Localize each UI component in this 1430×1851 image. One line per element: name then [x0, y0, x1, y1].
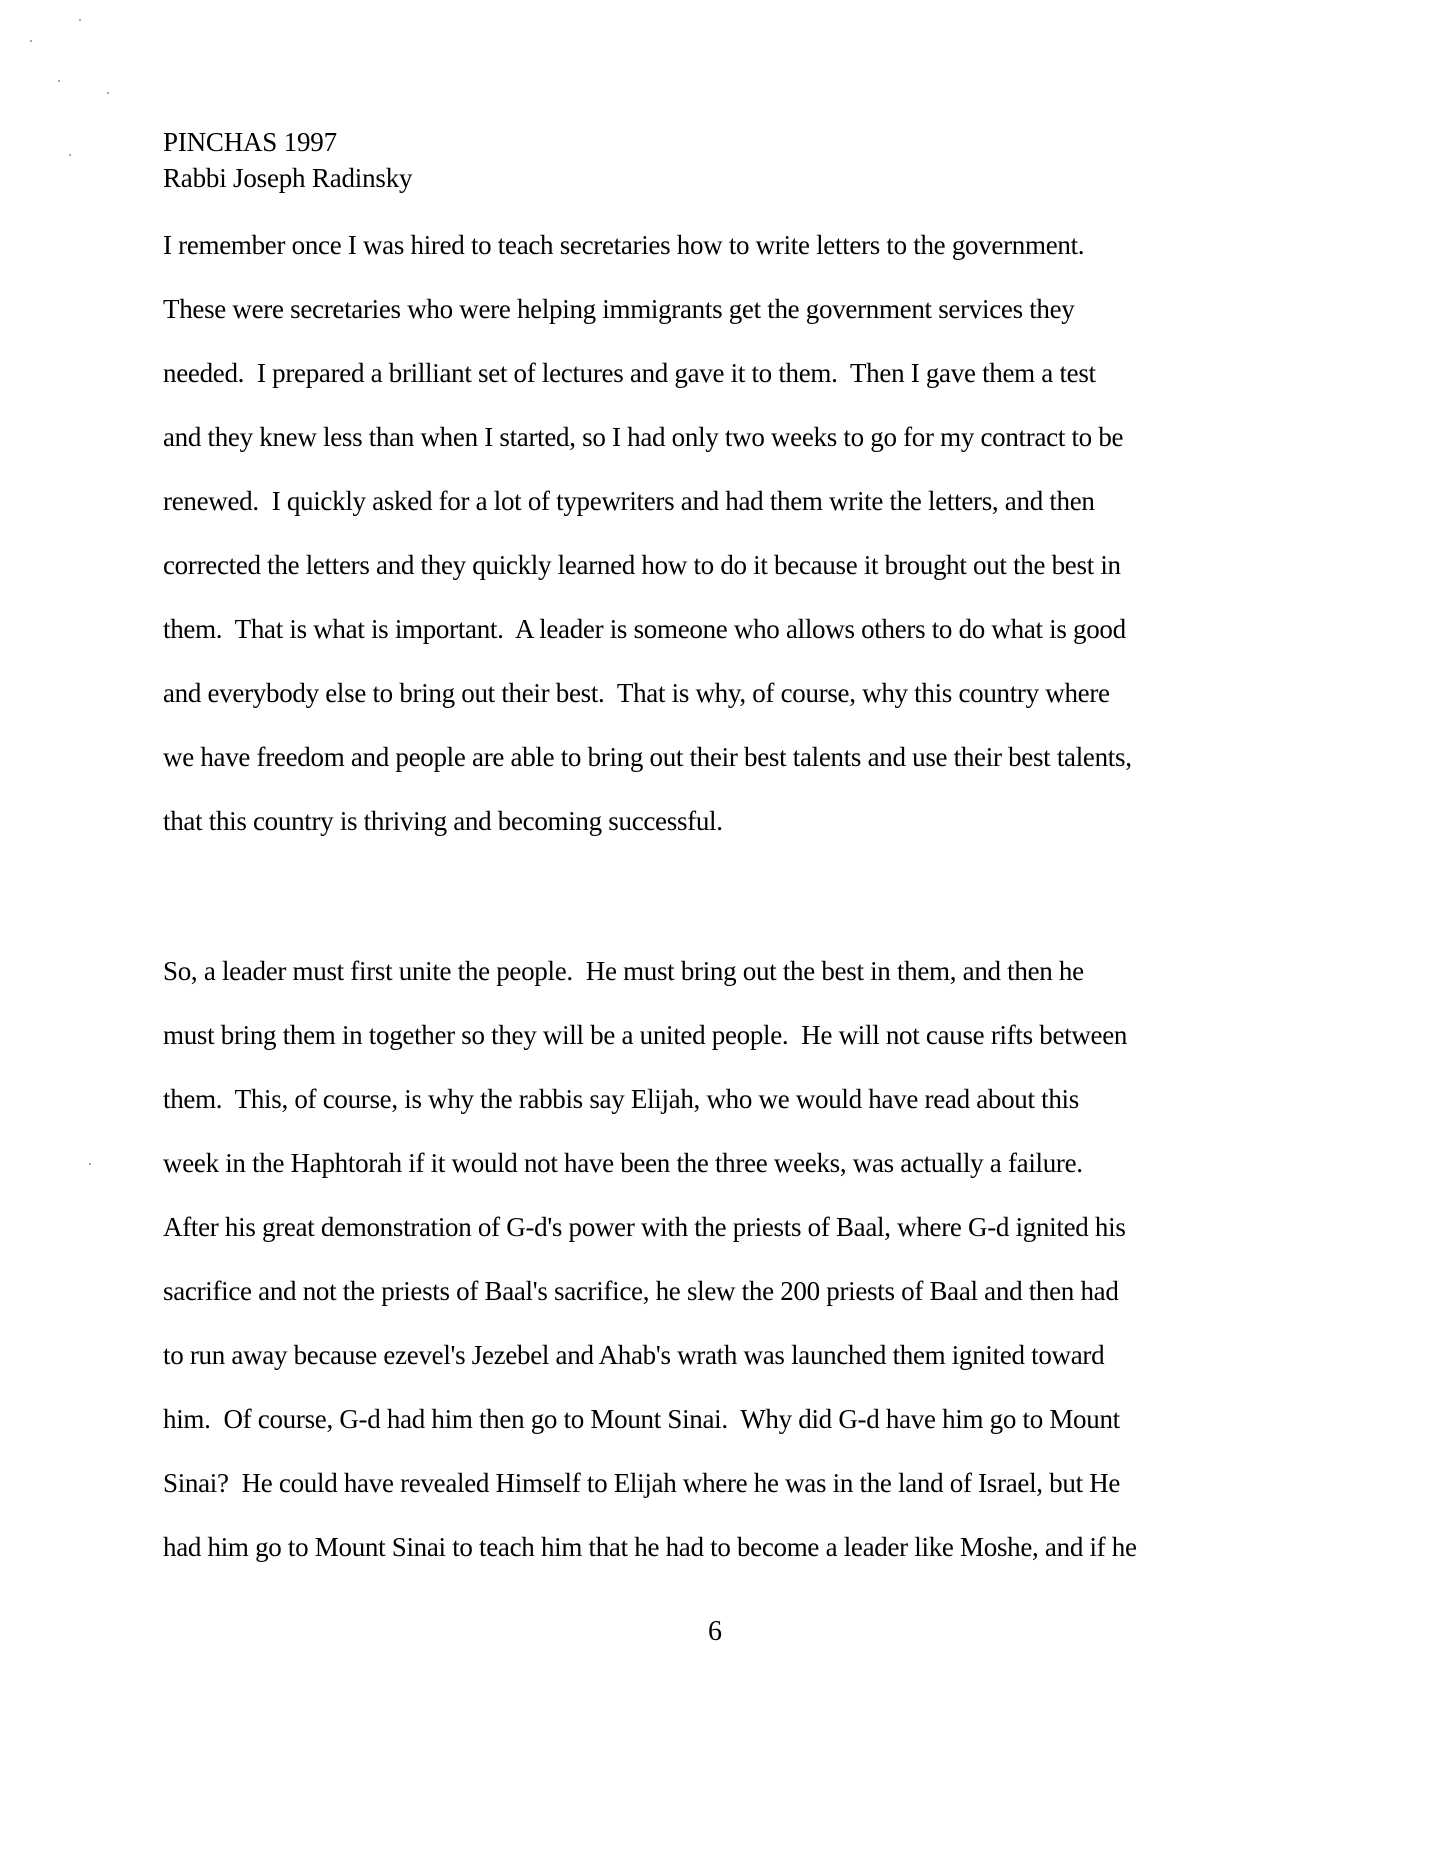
text-line: renewed. I quickly asked for a lot of typewriters and had them write the letters, and then [163, 486, 1095, 516]
text-line: These were secretaries who were helping immigrants get the government services they [163, 294, 1075, 324]
text-line: that this country is thriving and becoming successful. [163, 806, 723, 836]
text-line: sacrifice and not the priests of Baal's sacrifice, he slew the 200 priests of Baal and then had [163, 1276, 1119, 1306]
text-line: him. Of course, G-d had him then go to Mount Sinai. Why did G-d have him go to Mount [163, 1404, 1120, 1434]
text-line: needed. I prepared a brilliant set of lectures and gave it to them. Then I gave them a test [163, 358, 1096, 388]
text-line: had him go to Mount Sinai to teach him that he had to become a leader like Moshe, and if he [163, 1532, 1137, 1562]
text-line: Sinai? He could have revealed Himself to Elijah where he was in the land of Israel, but He [163, 1468, 1121, 1498]
document-header [163, 124, 412, 196]
scan-speck [69, 154, 71, 156]
paragraph-1 [163, 213, 1273, 853]
scan-speck [30, 40, 32, 42]
text-line: week in the Haphtorah if it would not have been the three weeks, was actually a failure. [163, 1148, 1083, 1178]
text-line: must bring them in together so they will be a united people. He will not cause rifts between [163, 1020, 1128, 1050]
text-line: them. This, of course, is why the rabbis say Elijah, who we would have read about this [163, 1084, 1079, 1114]
scan-speck [89, 1163, 91, 1165]
scan-speck [79, 19, 81, 21]
document-author: Rabbi Joseph Radinsky [163, 163, 413, 193]
document-title: PINCHAS 1997 [163, 127, 337, 157]
text-line: we have freedom and people are able to bring out their best talents and use their best talents, [163, 742, 1132, 772]
scan-speck [107, 92, 109, 94]
text-line: I remember once I was hired to teach secretaries how to write letters to the government. [163, 230, 1085, 260]
text-line: them. That is what is important. A leader is someone who allows others to do what is good [163, 614, 1126, 644]
text-line: corrected the letters and they quickly learned how to do it because it brought out the best in [163, 550, 1121, 580]
paragraph-2 [163, 939, 1273, 1579]
text-line: and everybody else to bring out their best. That is why, of course, why this country where [163, 678, 1110, 708]
text-line: So, a leader must first unite the people. He must bring out the best in them, and then he [163, 956, 1084, 986]
text-line: and they knew less than when I started, so I had only two weeks to go for my contract to be [163, 422, 1124, 452]
text-line: to run away because ezevel's Jezebel and Ahab's wrath was launched them ignited toward [163, 1340, 1105, 1370]
scan-speck [58, 80, 60, 82]
page-number: 6 [708, 1616, 722, 1647]
text-line: After his great demonstration of G-d's power with the priests of Baal, where G-d ignited his [163, 1212, 1126, 1242]
